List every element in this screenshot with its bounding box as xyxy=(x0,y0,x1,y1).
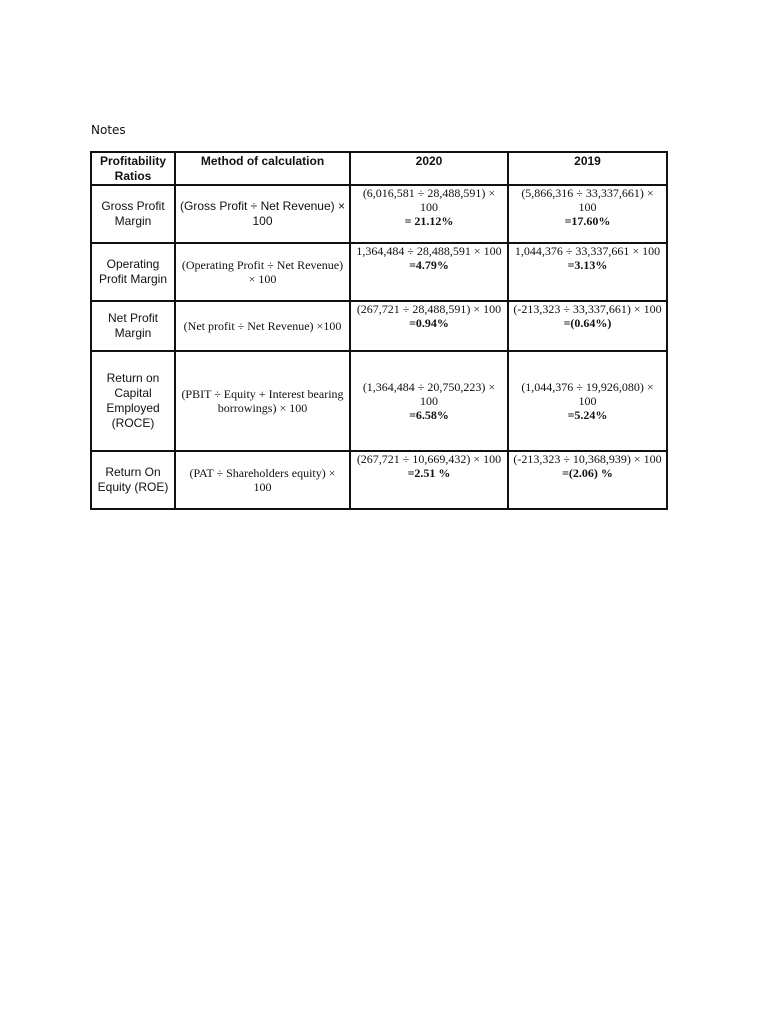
method-of-calculation: (PAT ÷ Shareholders equity) × 100 xyxy=(175,451,350,509)
ratio-name: Operating Profit Margin xyxy=(91,243,175,301)
method-of-calculation: (PBIT ÷ Equity + Interest bearing borrowings) × 100 xyxy=(175,351,350,451)
result-2019: =(2.06) % xyxy=(562,466,613,480)
calc-2019 xyxy=(508,351,667,451)
table-row xyxy=(91,243,667,301)
result-2019: =(0.64%) xyxy=(563,316,612,330)
result-2019: =5.24% xyxy=(567,408,608,422)
formula-2020: 1,364,484 ÷ 28,488,591 × 100 xyxy=(356,244,502,258)
calc-2019 xyxy=(508,243,667,301)
ratio-name: Gross Profit Margin xyxy=(91,185,175,243)
method-of-calculation: (Net profit ÷ Net Revenue) ×100 xyxy=(175,301,350,351)
formula-2020: (267,721 ÷ 28,488,591) × 100 xyxy=(356,302,502,316)
ratio-name: Net Profit Margin xyxy=(91,301,175,351)
formula-2019: 1,044,376 ÷ 33,337,661 × 100 xyxy=(514,244,661,258)
formula-2020: (6,016,581 ÷ 28,488,591) × 100 xyxy=(362,186,496,214)
result-2020: =4.79% xyxy=(409,258,449,272)
result-2020: = 21.12% xyxy=(404,214,454,228)
header-2020: 2020 xyxy=(350,152,508,185)
calc-2019 xyxy=(508,451,667,509)
calc-2019 xyxy=(508,185,667,243)
formula-2020: (1,364,484 ÷ 20,750,223) × 100 xyxy=(362,380,496,408)
ratio-name: Return on Capital Employed (ROCE) xyxy=(91,351,175,451)
header-method-of-calculation: Method of calculation xyxy=(175,152,350,185)
calc-2020 xyxy=(350,243,508,301)
formula-2019: (-213,323 ÷ 33,337,661) × 100 xyxy=(513,302,662,316)
result-2020: =0.94% xyxy=(409,316,449,330)
table-row xyxy=(91,301,667,351)
calc-2020 xyxy=(350,301,508,351)
notes-title: Notes xyxy=(91,123,126,137)
table-row xyxy=(91,451,667,509)
formula-2019: (1,044,376 ÷ 19,926,080) × 100 xyxy=(521,380,654,408)
calc-2020 xyxy=(350,451,508,509)
table-row xyxy=(91,351,667,451)
calc-2020 xyxy=(350,351,508,451)
formula-2020: (267,721 ÷ 10,669,432) × 100 xyxy=(356,452,502,466)
calc-2020 xyxy=(350,185,508,243)
formula-2019: (-213,323 ÷ 10,368,939) × 100 xyxy=(513,452,662,466)
result-2020: =2.51 % xyxy=(407,466,451,480)
method-of-calculation: (Gross Profit ÷ Net Revenue) × 100 xyxy=(175,185,350,243)
calc-2019 xyxy=(508,301,667,351)
ratio-name: Return On Equity (ROE) xyxy=(91,451,175,509)
header-2019: 2019 xyxy=(508,152,667,185)
result-2019: =3.13% xyxy=(567,258,608,272)
result-2020: =6.58% xyxy=(409,408,449,422)
profitability-ratios-table xyxy=(90,151,668,510)
header-profitability-ratios: Profitability Ratios xyxy=(91,152,175,185)
table-header-row xyxy=(91,152,667,185)
table-row xyxy=(91,185,667,243)
method-of-calculation: (Operating Profit ÷ Net Revenue) × 100 xyxy=(175,243,350,301)
formula-2019: (5,866,316 ÷ 33,337,661) × 100 xyxy=(521,186,654,214)
result-2019: =17.60% xyxy=(564,214,611,228)
